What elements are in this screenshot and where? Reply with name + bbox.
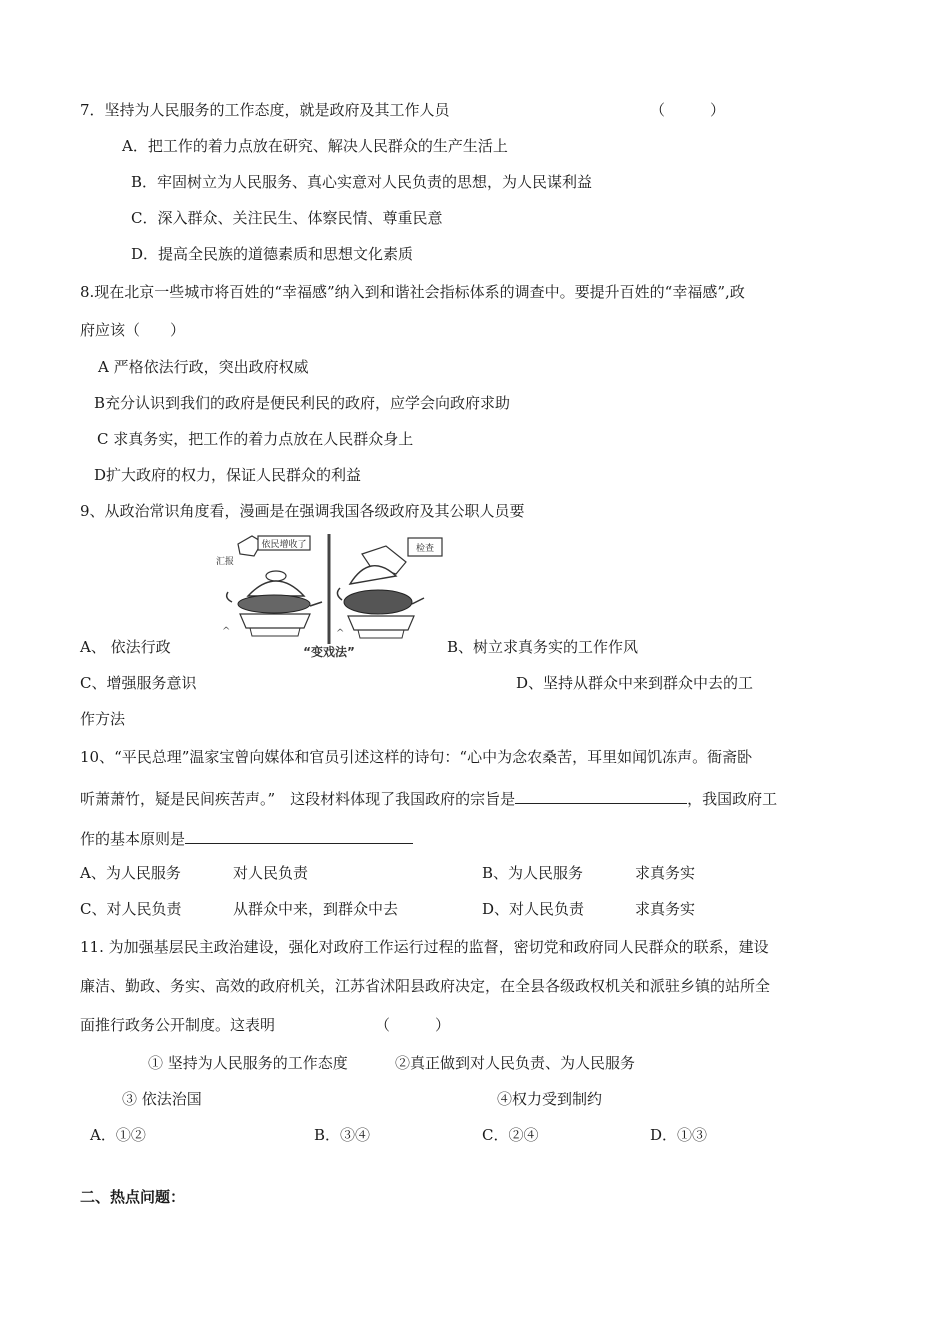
q10-option-a-label: A、为人民服务: [80, 864, 181, 882]
q7-option-a: A．把工作的着力点放在研究、解决人民群众的生产生活上: [122, 137, 508, 155]
q10-stem-line1: 10、“平民总理”温家宝曾向媒体和官员引述这样的诗句：“心中为念农桑苦，耳里如闻饥冻声。衙斋卧: [80, 748, 753, 766]
q11-item-2: ②真正做到对人民负责、为人民服务: [395, 1054, 636, 1072]
cartoon-left-label: 汇报: [216, 557, 235, 567]
q11-answer-paren: （ ）: [375, 1016, 451, 1034]
q11-item-3: ③ 依法治国: [122, 1090, 202, 1108]
q11-stem-line1: 11. 为加强基层民主政治建设，强化对政府工作运行过程的监督，密切党和政府同人民群众的联系，建设: [80, 938, 769, 956]
q10-stem-line2: [80, 787, 777, 809]
q10-stem-line2-text: 听萧萧竹，疑是民间疾苦声。” 这段材料体现了我国政府的宗旨是: [80, 790, 516, 808]
q8-stem-line1: 8.现在北京一些城市将百姓的“幸福感”纳入到和谐社会指标体系的调查中。要提升百姓的“幸福感”,政: [80, 283, 745, 301]
q9-option-a: A、 依法行政: [80, 638, 171, 656]
q10-option-c-label: C、对人民负责: [80, 900, 182, 918]
q8-option-d: D扩大政府的权力，保证人民群众的利益: [94, 466, 362, 484]
q11-item-1: ① 坚持为人民服务的工作态度: [148, 1054, 348, 1072]
q8-option-b: B充分认识到我们的政府是便民利民的政府，应学会向政府求助: [94, 394, 511, 412]
cartoon-caption: “变戏法”: [303, 645, 355, 659]
q10-option-b-label: B、为人民服务: [482, 864, 584, 882]
q11-item-4: ④权力受到制约: [497, 1090, 603, 1108]
q9-stem: 9、从政治常识角度看，漫画是在强调我国各级政府及其公职人员要: [80, 502, 525, 520]
q7-option-d: D．提高全民族的道德素质和思想文化素质: [131, 245, 414, 263]
q11-option-d: D．①③: [650, 1126, 708, 1144]
q7-answer-paren: （ ）: [650, 101, 726, 119]
q10-answer-blank-1[interactable]: [515, 787, 687, 804]
q11-stem-line3: 面推行政务公开制度。这表明: [80, 1016, 276, 1034]
q9-option-d: D、坚持从群众中来到群众中去的工: [516, 674, 754, 692]
q10-option-d-label: D、对人民负责: [482, 900, 585, 918]
q10-option-c-text: 从群众中来，到群众中去: [233, 900, 399, 918]
svg-text:^: ^: [222, 626, 231, 637]
q9-option-b: B、树立求真务实的工作作风: [447, 638, 639, 656]
q11-option-b: B．③④: [314, 1126, 371, 1144]
q8-stem-line2: 府应该（ ）: [80, 321, 186, 339]
q9-option-c: C、增强服务意识: [80, 674, 197, 692]
cartoon-illustration: [210, 532, 448, 660]
svg-text:^: ^: [336, 628, 345, 639]
q7-option-c: C．深入群众、关注民生、体察民情、尊重民意: [131, 209, 443, 227]
section-heading: 二、热点问题：: [80, 1188, 186, 1206]
q10-stem-line3: [80, 827, 413, 849]
q8-option-c: C 求真务实，把工作的着力点放在人民群众身上: [97, 430, 414, 448]
cartoon-right-sign: 检查: [415, 544, 435, 554]
q10-option-d-text: 求真务实: [635, 900, 696, 918]
q11-option-c: C．②④: [482, 1126, 539, 1144]
cartoon-left-sign: 依民增收了: [261, 540, 307, 550]
q9-option-d-continued: 作方法: [80, 710, 126, 728]
q8-option-a: A 严格依法行政，突出政府权威: [98, 358, 309, 376]
q7-option-b: B．牢固树立为人民服务、真心实意对人民负责的思想，为人民谋利益: [131, 173, 593, 191]
q10-stem-line2-tail: ，我国政府工: [687, 790, 778, 808]
q10-stem-line3-text: 作的基本原则是: [80, 830, 186, 848]
q10-answer-blank-2[interactable]: [185, 827, 413, 844]
q7-stem: 7．坚持为人民服务的工作态度，就是政府及其工作人员: [80, 101, 450, 119]
q11-option-a: A．①②: [90, 1126, 146, 1144]
q11-stem-line2: 廉洁、勤政、务实、高效的政府机关，江苏省沭阳县政府决定，在全县各级政权机关和派驻乡镇的站所全: [80, 977, 771, 995]
q10-option-a-text: 对人民负责: [233, 864, 309, 882]
q10-option-b-text: 求真务实: [635, 864, 696, 882]
